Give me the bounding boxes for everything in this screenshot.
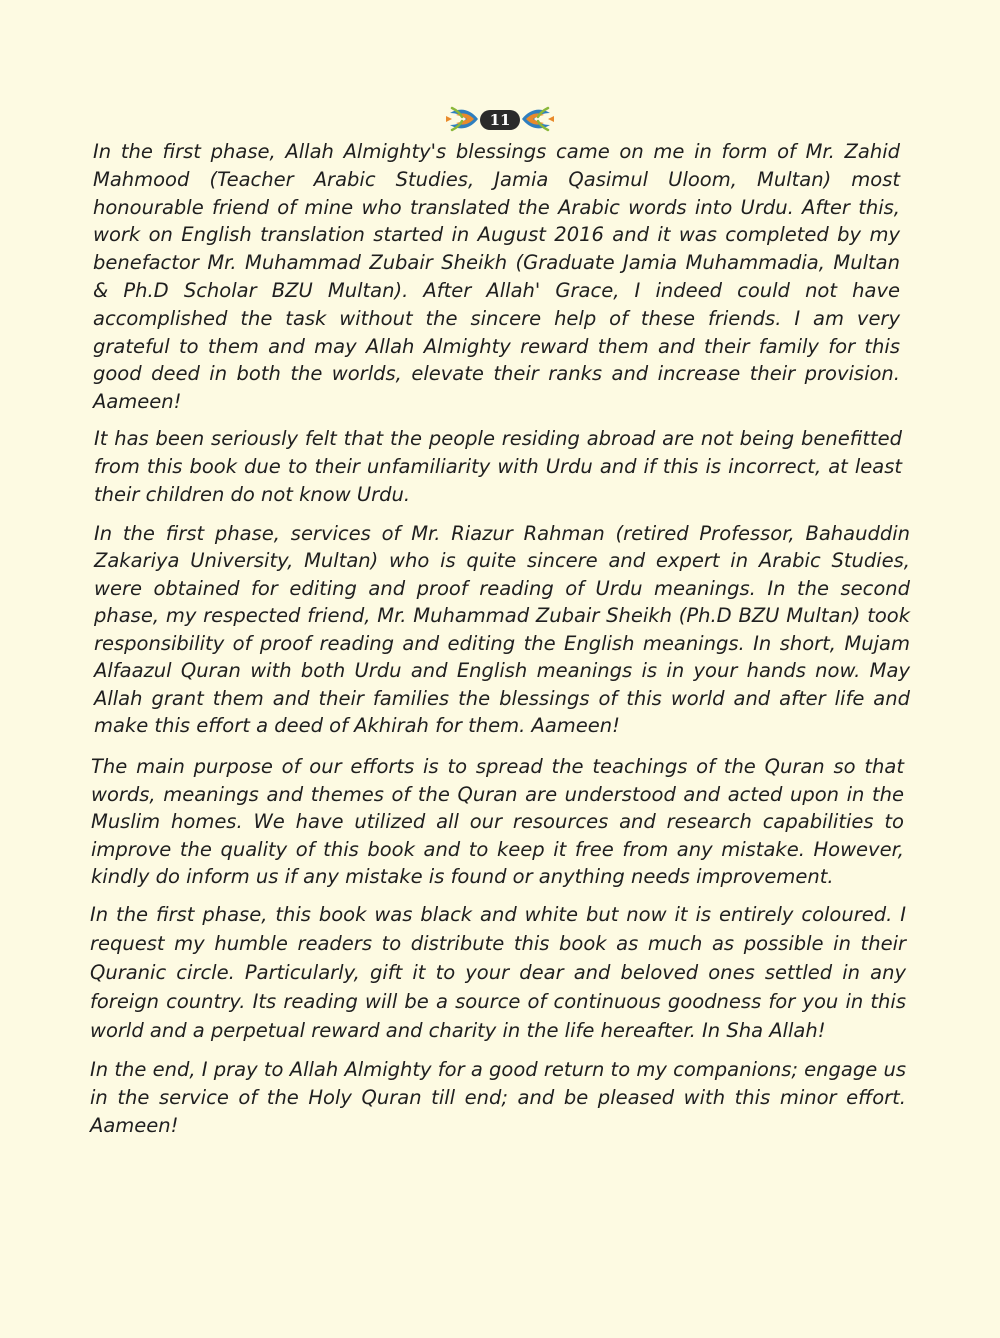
paragraph-people-abroad: It has been seriously felt that the people residing abroad are not being benefitted from this book due to their unfamiliarity with Urdu and if this is incorrect, at least their children do not know Urdu. [94,426,902,506]
paragraph-coloured-edition: In the first phase, this book was black and white but now it is entirely coloured. I request my humble readers to distribute this book as much as possible in their Quranic circle. Particularly, gift it to your dear and beloved ones settled in any foreign country. Its reading will be a source of continuous goodness for you in this world and a perpetual reward and charity in the life hereafter. In Sha Allah! [90,902,906,1042]
page-number-ornament [444,102,556,136]
page-body [90,138,908,1140]
paragraph-acknowledgement-translators: In the first phase, Allah Almighty's blessings came on me in form of Mr. Zahid Mahmood (Teacher Arabic Studies, Jamia Qasimul Uloom, Multan) most honourable friend of mine who translated the Arabic words into Urdu. After this, work on English translation started in August 2016 and it was completed by my benefactor Mr. Muhammad Zubair Sheikh (Graduate Jamia Muhammadia, Multan & Ph.D Scholar BZU Multan). After Allah' Grace, I indeed could not have accomplished the task without the sincere help of these friends. I am very grateful to them and may Allah Almighty reward them and their family for this good deed in both the worlds, elevate their ranks and increase their provision. Aameen! [93,140,900,414]
page-header [0,100,1000,138]
paragraph-main-purpose: The main purpose of our efforts is to spread the teachings of the Quran so that words, meanings and themes of the Quran are understood and acted upon in the Muslim homes. We have utilized all our resources and research capabilities to improve the quality of this book and to keep it free from any mistake. However, kindly do inform us if any mistake is found or anything needs improvement. [91,754,904,889]
page-number: 11 [480,110,520,130]
paragraph-closing-prayer: In the end, I pray to Allah Almighty for a good return to my companions; engage us in the service of the Holy Quran till end; and be pleased with this minor effort. Aameen! [90,1057,906,1137]
paragraph-editing-proofreading: In the first phase, services of Mr. Riazur Rahman (retired Professor, Bahauddin Zakariya University, Multan) who is quite sincere and expert in Arabic Studies, were obtained for editing and proof reading of Urdu meanings. In the second phase, my respected friend, Mr. Muhammad Zubair Sheikh (Ph.D BZU Multan) took responsibility of proof reading and editing the English meanings. In short, Mujam Alfaazul Quran with both Urdu and English meanings is in your hands now. May Allah grant them and their families the blessings of this world and after life and make this effort a deed of Akhirah for them. Aameen! [94,521,910,738]
